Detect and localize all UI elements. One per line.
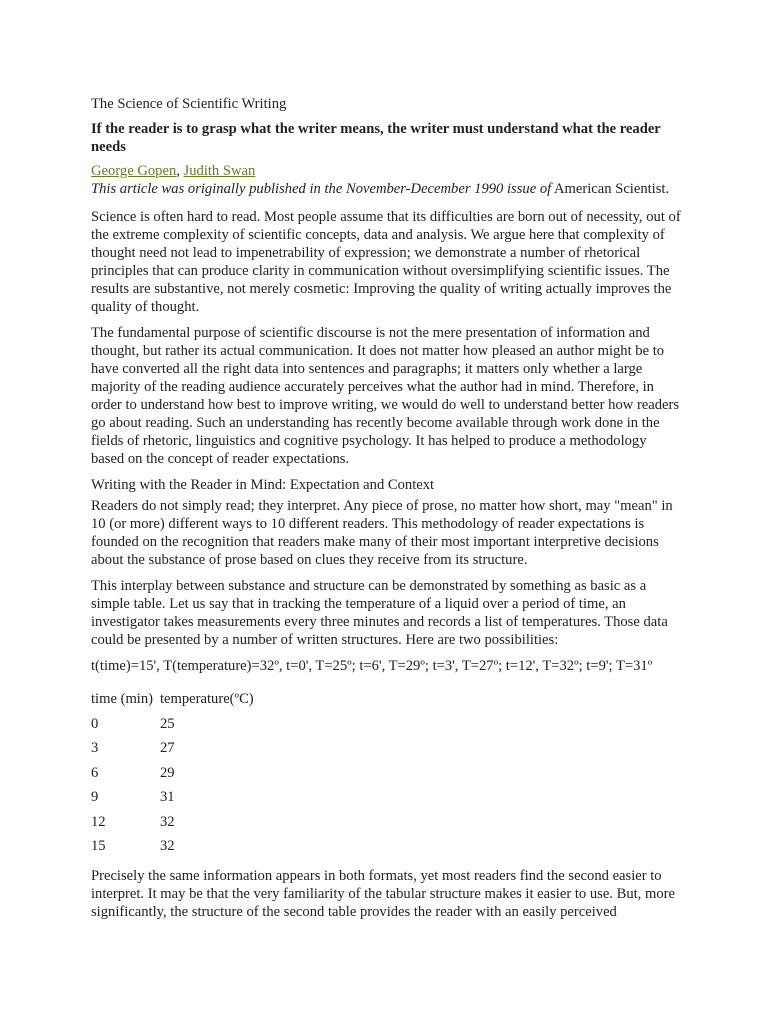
table-row xyxy=(91,813,254,838)
table-cell-time: 6 xyxy=(91,764,99,781)
paragraph-closing: Precisely the same information appears in both formats, yet most readers find the second easier to interpret. It may be that the very familiarity of the tabular structure makes it easier to use. But, more significantly, the structure of the second table provides the reader with an easily perceived xyxy=(91,867,675,920)
table-cell-temperature: 31 xyxy=(160,789,175,805)
author-link-swan[interactable]: Judith Swan xyxy=(183,163,256,179)
article-subtitle: If the reader is to grasp what the writer means, the writer must understand what the reader needs xyxy=(91,121,661,155)
table-row xyxy=(91,764,254,789)
author-list xyxy=(91,162,681,180)
table-cell-time: 3 xyxy=(91,740,99,756)
table-row xyxy=(91,788,254,813)
paragraph-interpret: Readers do not simply read; they interpret. Any piece of prose, no matter how short, may "mean" in 10 (or more) different ways to 10 different readers. This methodology of reader expectations is founded on the recognition that readers make many of their most important interpretive decisions about the substance of prose based on clues they receive from its structure. xyxy=(91,498,673,568)
table-row xyxy=(91,715,254,740)
table-header-row xyxy=(91,690,254,715)
table-header-time: time (min) xyxy=(91,691,154,707)
table-row xyxy=(91,739,254,764)
table-cell-time: 12 xyxy=(91,813,106,830)
table-cell-temperature: 32 xyxy=(160,813,175,830)
paragraph-interplay: This interplay between substance and structure can be demonstrated by something as basic as a simple table. Let us say that in tracking the temperature of a liquid over a period of time, an investigator takes measurements every three minutes and records a list of temperatures. Those data could be presented by a number of written structures. Here are two possibilities: xyxy=(91,578,668,648)
table-cell-temperature: 29 xyxy=(160,764,175,781)
article-title: The Science of Scientific Writing xyxy=(91,96,287,112)
paragraph-intro: Science is often hard to read. Most people assume that its difficulties are born out of necessity, out of the extreme complexity of scientific concepts, data and analysis. We argue here that complexity of thought need not lead to impenetrability of expression; we demonstrate a number of rhetorical principles that can produce clarity in communication without oversimplifying scientific issues. The results are substantive, not merely cosmetic: Improving the quality of writing actually improves the quality of thought. xyxy=(91,209,681,315)
table-header-temperature: temperature(ºC) xyxy=(160,691,254,707)
table-cell-temperature: 25 xyxy=(160,715,175,732)
table-cell-temperature: 32 xyxy=(160,838,175,854)
publication-note-italic: This article was originally published in the November-December 1990 issue of xyxy=(91,181,552,197)
table-row xyxy=(91,837,254,862)
table-cell-temperature: 27 xyxy=(160,740,175,756)
table-cell-time: 15 xyxy=(91,838,106,854)
temperature-table xyxy=(91,690,254,862)
author-link-gopen[interactable]: George Gopen xyxy=(91,163,177,179)
section-heading: Writing with the Reader in Mind: Expectation and Context xyxy=(91,477,435,493)
article-body xyxy=(91,95,681,921)
publication-name: American Scientist. xyxy=(551,181,670,197)
inline-data-list: t(time)=15', T(temperature)=32º, t=0', T=25º; t=6', T=29º; t=3', T=27º; t=12', T=32º; t=9'; T=31º xyxy=(91,658,653,674)
paragraph-purpose: The fundamental purpose of scientific discourse is not the mere presentation of information and thought, but rather its actual communication. It does not matter how pleased an author might be to have converted all the right data into sentences and paragraphs; it matters only whether a large majority of the reading audience accurately perceives what the author had in mind. Therefore, in order to understand how best to improve writing, we would do well to understand better how readers go about reading. Such an understanding has recently become available through work done in the fields of rhetoric, linguistics and cognitive psychology. It has helped to produce a methodology based on the concept of reader expectations. xyxy=(91,325,680,467)
table-cell-time: 0 xyxy=(91,715,99,732)
author-separator: , xyxy=(176,163,184,179)
table-cell-time: 9 xyxy=(91,789,99,805)
publication-note xyxy=(91,180,681,198)
